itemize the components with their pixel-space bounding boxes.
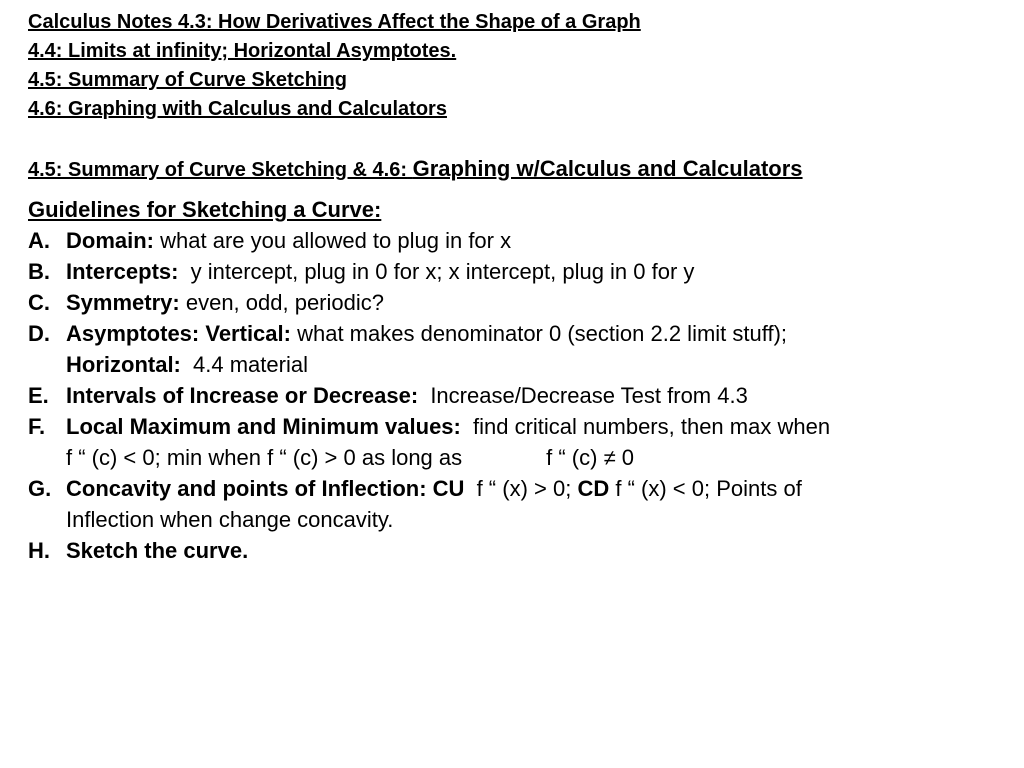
guidelines-list <box>28 225 1008 566</box>
guideline-label: Sketch the curve. <box>66 538 249 563</box>
guideline-letter: H. <box>28 538 50 563</box>
guideline-text: what are you allowed to plug in for x <box>160 228 512 253</box>
subtitle-part-1: 4.5: Summary of Curve Sketching & 4.6: <box>28 159 408 181</box>
guideline-label-horizontal: Horizontal: <box>66 352 181 377</box>
guideline-letter: B. <box>28 259 50 284</box>
guideline-text: f “ (x) > 0; <box>476 476 572 501</box>
guideline-label: Intercepts: <box>66 259 179 284</box>
guideline-item-increase-decrease <box>28 380 1008 411</box>
guideline-item-sketch <box>28 535 1008 566</box>
guideline-item-symmetry <box>28 287 1008 318</box>
guideline-letter: C. <box>28 290 50 315</box>
guideline-text-line2: Inflection when change concavity. <box>66 507 394 532</box>
guideline-text-line2a: f “ (c) < 0; min when f “ (c) > 0 as long as <box>66 445 463 470</box>
guideline-text-cd: f “ (x) < 0; Points of <box>615 476 802 501</box>
guideline-item-max-min <box>28 411 1008 473</box>
guideline-text: y intercept, plug in 0 for x; x intercept, plug in 0 for y <box>190 259 695 284</box>
guideline-text-line2b: f “ (c) ≠ 0 <box>546 445 634 470</box>
guideline-text: find critical numbers, then max when <box>473 414 831 439</box>
header <box>28 8 1008 124</box>
guideline-letter: A. <box>28 228 50 253</box>
guideline-item-domain <box>28 225 1008 256</box>
guideline-letter: G. <box>28 476 52 501</box>
guideline-label: Symmetry: <box>66 290 180 315</box>
guideline-text: Increase/Decrease Test from 4.3 <box>430 383 748 408</box>
guideline-item-asymptotes <box>28 318 1008 380</box>
guideline-text: even, odd, periodic? <box>185 290 384 315</box>
guideline-label: Concavity and points of Inflection: CU <box>66 476 465 501</box>
guideline-label: Intervals of Increase or Decrease: <box>66 383 419 408</box>
guideline-label: Domain: <box>66 228 154 253</box>
guideline-label: Asymptotes: Vertical: <box>66 321 291 346</box>
guideline-letter: D. <box>28 321 50 346</box>
guideline-letter: E. <box>28 383 49 408</box>
header-title-line-3: 4.5: Summary of Curve Sketching <box>28 69 347 91</box>
header-title-line-4: 4.6: Graphing with Calculus and Calculators <box>28 98 447 120</box>
guidelines-heading: Guidelines for Sketching a Curve: <box>28 197 382 222</box>
guideline-label-cd: CD <box>577 476 610 501</box>
guideline-label: Local Maximum and Minimum values: <box>66 414 461 439</box>
notes-page <box>28 8 1008 566</box>
subtitle-part-2: Graphing w/Calculus and Calculators <box>412 156 803 181</box>
guideline-letter: F. <box>28 414 46 439</box>
header-title-line-1: Calculus Notes 4.3: How Derivatives Affect the Shape of a Graph <box>28 11 641 33</box>
guideline-text: what makes denominator 0 (section 2.2 limit stuff); <box>297 321 788 346</box>
guideline-item-intercepts <box>28 256 1008 287</box>
section-subtitle <box>28 154 1008 185</box>
guideline-item-concavity <box>28 473 1008 535</box>
guideline-text-horizontal: 4.4 material <box>193 352 308 377</box>
header-title-line-2: 4.4: Limits at infinity; Horizontal Asymptotes. <box>28 40 457 62</box>
